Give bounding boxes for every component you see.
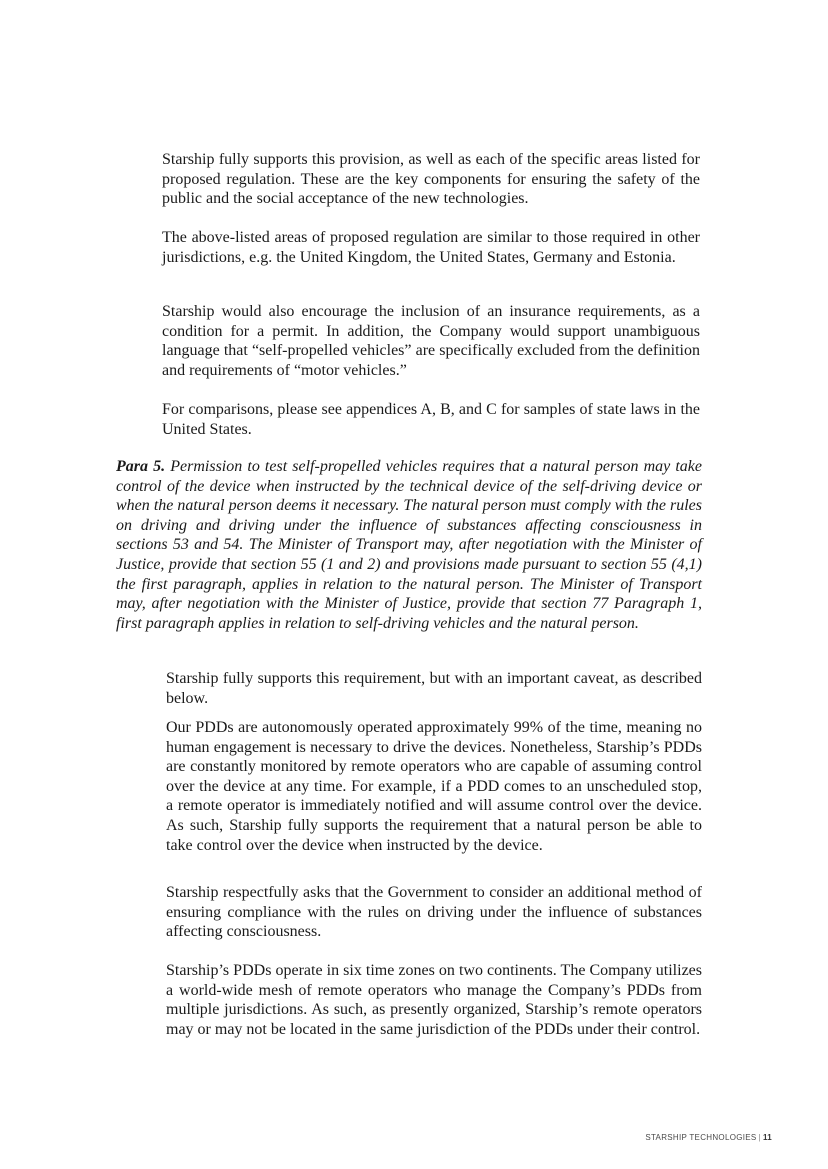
response-caveat: Starship fully supports this requirement, but with an important caveat, as described below. — [166, 670, 702, 707]
page-footer — [645, 1133, 772, 1142]
para5-text: Permission to test self-propelled vehicles requires that a natural person may take control of the device when instructed by the technical device of the self-driving device or when the natural person deems it necessary. The natural person must comply with the rules on driving and driving under the influence of substances affecting consciousness in sections 53 and 54. The Minister of Transport may, after negotiation with the Minister of Justice, provide that section 55 (1 and 2) and provisions made pursuant to section 55 (4,1) the first paragraph, applies in relation to the natural person. The Minister of Transport may, after negotiation with the Minister of Justice, provide that section 77 Paragraph 1, first paragraph applies in relation to self-driving vehicles and the natural person. — [116, 458, 703, 632]
footer-company: STARSHIP TECHNOLOGIES — [645, 1133, 757, 1142]
para5-label: Para 5. — [116, 458, 166, 475]
paragraph-appendices: For comparisons, please see appendices A, B, and C for samples of state laws in the United States. — [162, 401, 700, 438]
page-number: 11 — [762, 1133, 772, 1142]
para5-quote — [116, 457, 702, 633]
response-autonomous-operation: Our PDDs are autonomously operated approximately 99% of the time, meaning no human engagement is necessary to drive the devices. Nonetheless, Starship’s PDDs are constantly monitored by remote operators who are capable of assuming control over the device at any time. For example, if a PDD comes to an unscheduled stop, a remote operator is immediately notified and will assume control over the device. As such, Starship fully supports the requirement that a natural person be able to take control over the device when instructed by the device. — [166, 719, 702, 854]
response-time-zones: Starship’s PDDs operate in six time zones on two continents. The Company utilizes a world-wide mesh of remote operators who manage the Company’s PDDs from multiple jurisdictions. As such, as presently organized, Starship’s remote operators may or may not be located in the same jurisdiction of the PDDs under their control. — [166, 962, 702, 1038]
paragraph-provision-support: Starship fully supports this provision, as well as each of the specific areas listed for proposed regulation. These are the key components for ensuring the safety of the public and the social acceptance of the new technologies. — [162, 151, 700, 208]
response-additional-method: Starship respectfully asks that the Government to consider an additional method of ensuring compliance with the rules on driving under the influence of substances affecting consciousness. — [166, 884, 702, 941]
footer-separator: | — [758, 1133, 761, 1142]
paragraph-insurance-requirements: Starship would also encourage the inclusion of an insurance requirements, as a condition for a permit. In addition, the Company would support unambiguous language that “self-propelled vehicles” are specifically excluded from the definition and requirements of “motor vehicles.” — [162, 303, 700, 379]
paragraph-other-jurisdictions: The above-listed areas of proposed regulation are similar to those required in other jurisdictions, e.g. the United Kingdom, the United States, Germany and Estonia. — [162, 229, 700, 266]
